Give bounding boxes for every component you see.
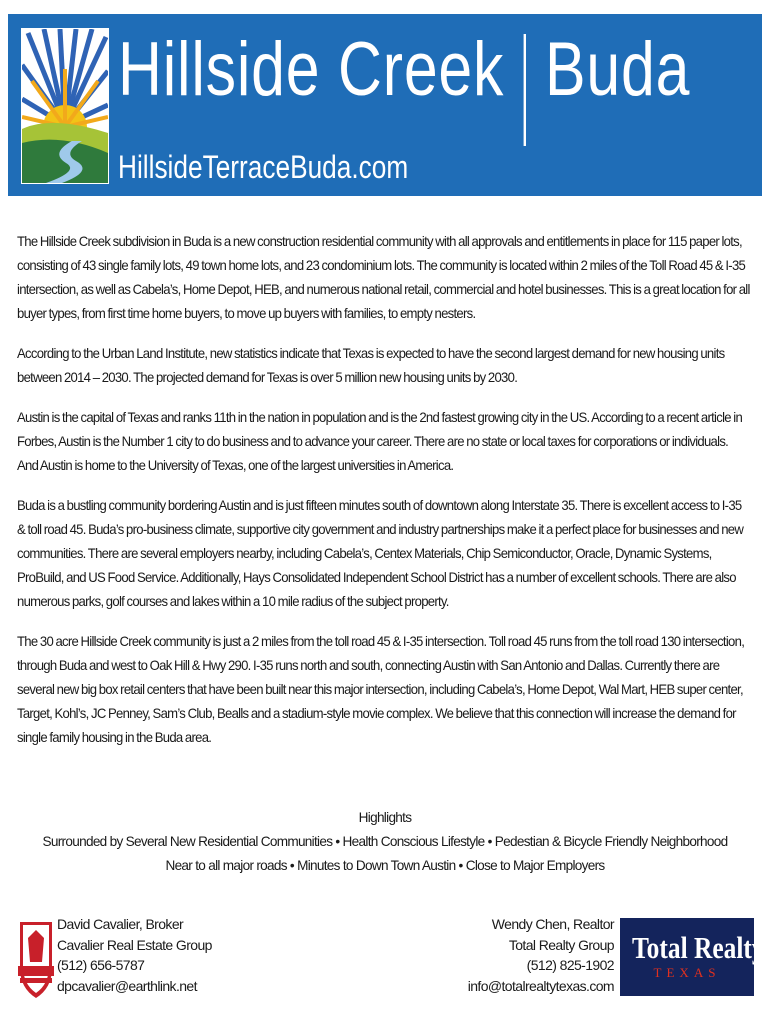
realtor-company: Total Realty Group	[508, 936, 614, 953]
realtor-name: Wendy Chen, Realtor	[491, 916, 614, 932]
highlights-section	[0, 806, 770, 878]
total-realty-logo-name: Total Realty	[632, 930, 765, 965]
total-realty-logo	[620, 918, 765, 996]
broker-name: David Cavalier, Broker	[57, 916, 184, 932]
sunrise-creek-logo	[21, 28, 109, 184]
broker-email[interactable]: dpcavalier@earthlink.net	[57, 977, 197, 994]
cavalier-crest-icon	[16, 916, 56, 1000]
realtor-phone[interactable]: (512) 825-1902	[526, 957, 614, 973]
paragraph-overview: The Hillside Creek subdivision in Buda is a new construction residential community with all approvals and entitlements in place for 115 paper lots, consisting of 43 single family lots, 49 town home lots, and 23 condominium lots. The community is located within 2 miles of the Toll Road 45 & I-35 intersection, as well as Cabela’s, Home Depot, HEB, and numerous national retail, commercial and hotel businesses. This is a great location for all buyer types, from first time home buyers, to move up buyers with families, to empty nesters.	[17, 234, 750, 321]
header-banner	[8, 14, 762, 196]
highlights-line-1: Surrounded by Several New Residential Communities • Health Conscious Lifestyle • Pedestian & Bicycle Friendly Neighborhood	[42, 834, 728, 849]
banner-title-right: Buda	[545, 27, 691, 112]
broker-phone[interactable]: (512) 656-5787	[57, 957, 145, 973]
title-divider	[523, 34, 525, 146]
contact-realtor	[468, 914, 614, 996]
total-realty-logo-sub: TEXAS	[653, 965, 721, 980]
highlights-heading: Highlights	[358, 810, 412, 825]
paragraph-housing-demand: According to the Urban Land Institute, new statistics indicate that Texas is expected to have the second largest demand for new housing units between 2014 – 2030. The projected demand for Texas is over 5 million new housing units by 2030.	[17, 346, 725, 385]
banner-title-left: Hillside Creek	[118, 27, 505, 112]
paragraph-location: The 30 acre Hillside Creek community is just a 2 miles from the toll road 45 & I-35 intersection. Toll road 45 runs from the toll road 130 intersection, through Buda and west to Oak Hill & Hwy 290. I-35 runs north and south, connecting Austin with San Antonio and Dallas. Currently there are several new big box retail centers that have been built near this major intersection, including Cabela’s, Home Depot, Wal Mart, HEB super center, Target, Kohl’s, JC Penney, Sam’s Club, Bealls and a stadium-style movie complex. We believe that this connection will increase the demand for single family housing in the Buda area.	[17, 634, 745, 745]
body-text	[17, 230, 750, 766]
broker-company: Cavalier Real Estate Group	[57, 936, 212, 953]
banner-title	[118, 27, 691, 146]
website-url: HillsideTerraceBuda.com	[118, 149, 409, 185]
highlights-line-2: Near to all major roads • Minutes to Down Town Austin • Close to Major Employers	[165, 858, 605, 873]
realtor-email[interactable]: info@totalrealtytexas.com	[467, 977, 614, 994]
paragraph-austin: Austin is the capital of Texas and ranks 11th in the nation in population and is the 2nd fastest growing city in the US. According to a recent article in Forbes, Austin is the Number 1 city to do business and to advance your career. There are no state or local taxes for corporations or individuals. And Austin is home to the University of Texas, one of the largest universities in America.	[17, 410, 743, 473]
paragraph-buda: Buda is a bustling community bordering Austin and is just fifteen minutes south of downtown along Interstate 35. There is excellent access to I-35 & toll road 45. Buda’s pro-business climate, supportive city government and industry partnerships make it a perfect place for businesses and new communities. There are several employers nearby, including Cabela’s, Centex Materials, Chip Semiconductor, Oracle, Dynamic Systems, ProBuild, and US Food Service. Additionally, Hays Consolidated Independent School District has a number of excellent schools. There are also numerous parks, golf courses and lakes within a 10 mile radius of the subject property.	[17, 498, 744, 609]
